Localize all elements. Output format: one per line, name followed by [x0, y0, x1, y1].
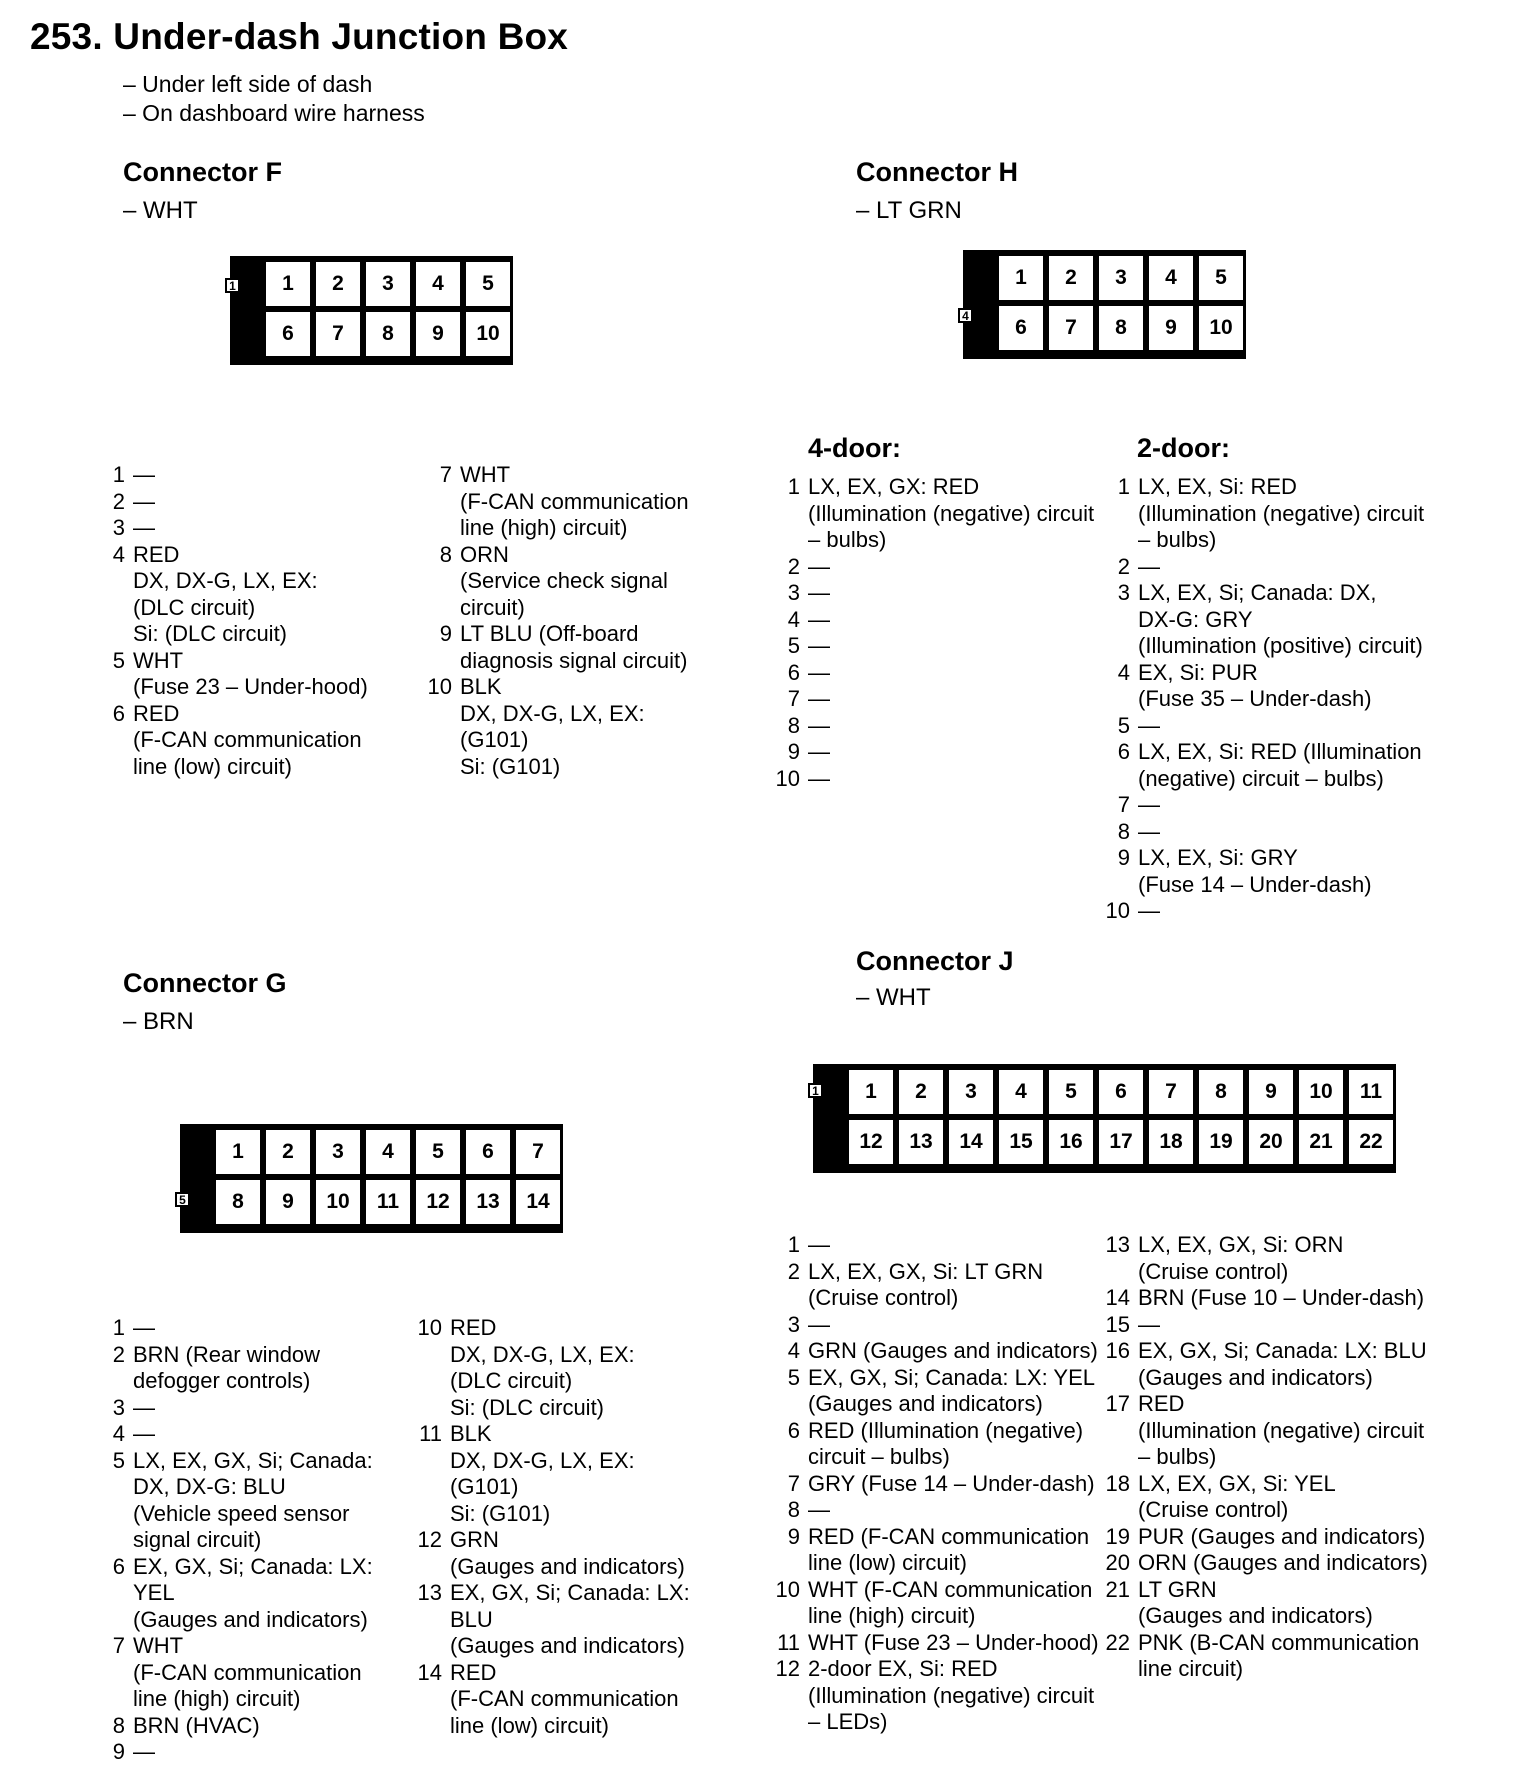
- pin-description: WHT (F-CAN communication line (high) circuit): [133, 1633, 362, 1711]
- connector-j-pin-13: [1100, 1232, 1440, 1285]
- connector-h-cavity-4: 4: [1149, 256, 1193, 300]
- connector-g-cavity-7: 7: [516, 1130, 560, 1174]
- pin-number: 10: [427, 674, 452, 699]
- pin-description: —: [808, 659, 830, 685]
- connector-j-pins-right: [1100, 1232, 1440, 1683]
- connector-j-cavity-9: 9: [1249, 1070, 1293, 1114]
- connector-f-pin-8: [422, 542, 752, 622]
- pin-number: 7: [439, 462, 452, 487]
- connector-g-cavity-4: 4: [366, 1130, 410, 1174]
- pin-description: —: [133, 1739, 155, 1764]
- pin-number: 1: [787, 1232, 800, 1257]
- connector-f-pin-3: [95, 515, 395, 542]
- connector-h-cavity-3: 3: [1099, 256, 1143, 300]
- pin-number: 13: [417, 1580, 442, 1605]
- pin-number: 9: [787, 1523, 800, 1549]
- connector-g-pin-6: [95, 1554, 395, 1634]
- pin-description: LX, EX, GX, Si: LT GRN (Cruise control): [808, 1258, 1044, 1310]
- connector-h-cavity-2: 2: [1049, 256, 1093, 300]
- connector-g-cavity-14: 14: [516, 1180, 560, 1224]
- connector-h-4door-pin-2: [770, 554, 1110, 581]
- connector-f-pin-7: [422, 462, 752, 542]
- connector-h-2door-pin-10: [1100, 898, 1440, 925]
- connector-f-cavity-5: 5: [466, 262, 510, 306]
- connector-j-pin-18: [1100, 1471, 1440, 1524]
- pin-description: BLK DX, DX-G, LX, EX: (G101) Si: (G101): [460, 674, 645, 779]
- connector-g-pin-10: [412, 1315, 752, 1421]
- connector-h-4door-pin-1: [770, 474, 1110, 554]
- connector-h-color: – LT GRN: [856, 197, 962, 224]
- connector-j-pin-5: [770, 1365, 1110, 1418]
- connector-h-2door-pin-8: [1100, 819, 1440, 846]
- connector-j-cavity-19: 19: [1199, 1120, 1243, 1164]
- pin-number: 12: [775, 1656, 800, 1681]
- connector-j-pin-2: [770, 1259, 1110, 1312]
- pin-number: 9: [439, 621, 452, 646]
- pin-description: GRY (Fuse 14 – Under-dash): [808, 1470, 1095, 1496]
- pin-description: EX, Si: PUR (Fuse 35 – Under-dash): [1138, 659, 1372, 711]
- pin-description: LX, EX, Si: RED (Illumination (negative) circuit – bulbs): [1138, 474, 1425, 552]
- connector-g-pin-14: [412, 1660, 752, 1740]
- connector-g-pins-right: [412, 1315, 752, 1739]
- pin-number: 8: [787, 712, 800, 738]
- pin-description: LX, EX, GX, Si; Canada: DX, DX-G: BLU (Vehicle speed sensor signal circuit): [133, 1447, 373, 1552]
- pin-number: 10: [417, 1315, 442, 1340]
- connector-f-pin-5: [95, 648, 395, 701]
- pin-number: 19: [1105, 1523, 1130, 1549]
- pin-number: 6: [112, 700, 125, 726]
- pin-number: 21: [1105, 1576, 1130, 1602]
- pin-description: —: [808, 1311, 830, 1337]
- connector-f-pins-right: [422, 462, 752, 780]
- connector-g-cavity-12: 12: [416, 1180, 460, 1224]
- pin-description: GRN (Gauges and indicators): [808, 1338, 1098, 1363]
- connector-j-cavity-12: 12: [849, 1120, 893, 1164]
- connector-h-2door-pin-2: [1100, 554, 1440, 581]
- connector-h-2door-pin-3: [1100, 580, 1440, 660]
- pin-number: 1: [1117, 474, 1130, 499]
- connector-h-cavity-7: 7: [1049, 306, 1093, 350]
- connector-j-cavity-14: 14: [949, 1120, 993, 1164]
- pin-description: RED (Illumination (negative) circuit – bulbs): [808, 1417, 1084, 1469]
- pin-number: 6: [787, 659, 800, 685]
- pin-description: RED DX, DX-G, LX, EX: (DLC circuit) Si: (DLC circuit): [133, 541, 318, 646]
- connector-h-2door-pin-1: [1100, 474, 1440, 554]
- pin-number: 10: [1105, 898, 1130, 923]
- connector-f-cavity-7: 7: [316, 312, 360, 356]
- pin-number: 1: [112, 462, 125, 487]
- connector-f-pin-4: [95, 542, 395, 648]
- connector-j-cavity-11: 11: [1349, 1070, 1393, 1114]
- connector-h-diagram: [963, 250, 1246, 359]
- connector-j-color: – WHT: [856, 984, 931, 1011]
- pin-description: —: [133, 488, 155, 514]
- pin-number: 2: [112, 488, 125, 514]
- pin-description: LT GRN (Gauges and indicators): [1138, 1576, 1373, 1628]
- connector-h-2door-pin-7: [1100, 792, 1440, 819]
- four-door-heading: 4-door:: [808, 433, 901, 463]
- connector-j-pin-17: [1100, 1391, 1440, 1471]
- pin-number: 7: [787, 686, 800, 711]
- connector-g-pin-12: [412, 1527, 752, 1580]
- connector-h-4door-pin-5: [770, 633, 1110, 660]
- connector-j-cavity-2: 2: [899, 1070, 943, 1114]
- connector-h-cavity-9: 9: [1149, 306, 1193, 350]
- pin-number: 11: [777, 1629, 800, 1655]
- connector-g-pin-7: [95, 1633, 395, 1713]
- pin-number: 2: [112, 1341, 125, 1367]
- pin-description: —: [808, 686, 830, 711]
- pin-description: BLK DX, DX-G, LX, EX: (G101) Si: (G101): [450, 1421, 635, 1526]
- pin-number: 10: [775, 765, 800, 791]
- pin-number: 2: [787, 553, 800, 579]
- pin-description: EX, GX, Si; Canada: LX: BLU (Gauges and indicators): [450, 1580, 690, 1658]
- connector-j-cavity-17: 17: [1099, 1120, 1143, 1164]
- pin-description: —: [1138, 1311, 1160, 1337]
- pin-number: 1: [112, 1315, 125, 1340]
- connector-g-pin-11: [412, 1421, 752, 1527]
- pin-number: 11: [419, 1421, 442, 1446]
- pin-number: 8: [1117, 818, 1130, 844]
- pin-number: 5: [787, 1364, 800, 1390]
- pin-description: WHT (F-CAN communication line (high) circuit): [808, 1576, 1093, 1628]
- pin-number: 7: [1117, 792, 1130, 817]
- connector-h-pins-2door: [1100, 474, 1440, 925]
- connector-g-cavity-10: 10: [316, 1180, 360, 1224]
- pin-number: 8: [439, 541, 452, 567]
- pin-number: 9: [787, 739, 800, 764]
- pin-number: 4: [787, 1338, 800, 1363]
- pin-description: BRN (Rear window defogger controls): [133, 1341, 321, 1393]
- connector-h-4door-pin-4: [770, 607, 1110, 634]
- pin-description: EX, GX, Si; Canada: LX: YEL (Gauges and indicators): [808, 1364, 1095, 1416]
- connector-g-pin-1: [95, 1315, 395, 1342]
- connector-g-pin-2: [95, 1342, 395, 1395]
- connector-j-pin-21: [1100, 1577, 1440, 1630]
- connector-j-pin-4: [770, 1338, 1110, 1365]
- connector-f-cavity-8: 8: [366, 312, 410, 356]
- pin-description: —: [133, 1394, 155, 1420]
- pin-number: 12: [417, 1527, 442, 1552]
- location-line-1: – Under left side of dash: [123, 71, 373, 97]
- pin-number: 15: [1105, 1311, 1130, 1337]
- connector-j-cavity-4: 4: [999, 1070, 1043, 1114]
- connector-j-pins-left: [770, 1232, 1110, 1736]
- connector-j-pin-3: [770, 1312, 1110, 1339]
- pin-description: LX, EX, Si; Canada: DX, DX-G: GRY (Illumination (positive) circuit): [1138, 580, 1423, 658]
- connector-f-pin-6: [95, 701, 395, 781]
- pin-number: 6: [1117, 739, 1130, 764]
- pin-number: 1: [787, 474, 800, 499]
- connector-g-pin-8: [95, 1713, 395, 1740]
- connector-j-pin-11: [770, 1630, 1110, 1657]
- connector-h-cavity-1: 1: [999, 256, 1043, 300]
- connector-h-2door-pin-9: [1100, 845, 1440, 898]
- connector-f-cavity-2: 2: [316, 262, 360, 306]
- pin-description: —: [808, 765, 830, 791]
- connector-h-4door-pin-7: [770, 686, 1110, 713]
- pin-description: RED (F-CAN communication line (low) circuit): [808, 1523, 1090, 1575]
- pin-description: —: [1138, 818, 1160, 844]
- pin-description: —: [1138, 898, 1160, 923]
- connector-j-cavity-7: 7: [1149, 1070, 1193, 1114]
- connector-j-pin-12: [770, 1656, 1110, 1736]
- pin-number: 5: [112, 1447, 125, 1473]
- pin-number: 14: [417, 1659, 442, 1685]
- connector-h-cavity-10: 10: [1199, 306, 1243, 350]
- pin-description: —: [808, 606, 830, 632]
- pin-description: —: [808, 633, 830, 658]
- connector-h-4door-pin-3: [770, 580, 1110, 607]
- location-line-2: – On dashboard wire harness: [123, 100, 425, 126]
- connector-j-pin-8: [770, 1497, 1110, 1524]
- connector-h-pins-4door: [770, 474, 1110, 792]
- connector-g-cavity-9: 9: [266, 1180, 310, 1224]
- connector-f-pin-9: [422, 621, 752, 674]
- connector-h-cavity-6: 6: [999, 306, 1043, 350]
- connector-j-cavity-1: 1: [849, 1070, 893, 1114]
- connector-g-cavity-1: 1: [216, 1130, 260, 1174]
- connector-g-cavity-5: 5: [416, 1130, 460, 1174]
- pin-description: RED (F-CAN communication line (low) circuit): [450, 1659, 679, 1738]
- pin-number: 5: [787, 633, 800, 658]
- connector-j-pin-7: [770, 1471, 1110, 1498]
- connector-f-title: Connector F: [123, 157, 282, 187]
- connector-j-title: Connector J: [856, 946, 1014, 976]
- connector-f-pin-2: [95, 489, 395, 516]
- pin-description: —: [808, 580, 830, 605]
- pin-number: 13: [1105, 1232, 1130, 1257]
- connector-g-key-icon: 5: [175, 1192, 190, 1207]
- two-door-heading: 2-door:: [1137, 433, 1230, 463]
- pin-number: 4: [112, 541, 125, 567]
- pin-number: 2: [1117, 553, 1130, 579]
- pin-number: 20: [1105, 1550, 1130, 1575]
- connector-g-cavity-8: 8: [216, 1180, 260, 1224]
- connector-f-cavity-9: 9: [416, 312, 460, 356]
- pin-number: 9: [112, 1739, 125, 1764]
- connector-j-cavity-21: 21: [1299, 1120, 1343, 1164]
- pin-number: 3: [112, 515, 125, 540]
- connector-j-pin-10: [770, 1577, 1110, 1630]
- pin-description: ORN (Gauges and indicators): [1138, 1550, 1428, 1575]
- pin-number: 4: [1117, 659, 1130, 685]
- pin-description: —: [133, 462, 155, 487]
- pin-description: —: [133, 1421, 155, 1446]
- connector-j-cavity-10: 10: [1299, 1070, 1343, 1114]
- pin-description: —: [1138, 792, 1160, 817]
- connector-f-pins-left: [95, 462, 395, 780]
- connector-g-pin-4: [95, 1421, 395, 1448]
- connector-f-pin-10: [422, 674, 752, 780]
- pin-description: —: [133, 1315, 155, 1340]
- connector-j-pin-19: [1100, 1524, 1440, 1551]
- pin-description: EX, GX, Si; Canada: LX: BLU (Gauges and indicators): [1138, 1338, 1427, 1390]
- pin-number: 3: [1117, 580, 1130, 605]
- connector-j-cavity-16: 16: [1049, 1120, 1093, 1164]
- pin-description: PUR (Gauges and indicators): [1138, 1523, 1426, 1549]
- pin-number: 3: [787, 580, 800, 605]
- connector-j-pin-22: [1100, 1630, 1440, 1683]
- pin-description: —: [808, 739, 830, 764]
- pin-number: 22: [1105, 1629, 1130, 1655]
- pin-description: LX, EX, Si: RED (Illumination (negative) circuit – bulbs): [1138, 739, 1422, 791]
- connector-j-key-icon: 1: [808, 1083, 823, 1098]
- connector-h-cavity-8: 8: [1099, 306, 1143, 350]
- pin-description: —: [808, 712, 830, 738]
- pin-number: 8: [112, 1712, 125, 1738]
- connector-j-cavity-13: 13: [899, 1120, 943, 1164]
- connector-g-pins-left: [95, 1315, 395, 1766]
- pin-number: 3: [787, 1311, 800, 1337]
- pin-number: 18: [1105, 1470, 1130, 1496]
- pin-number: 8: [787, 1497, 800, 1522]
- connector-j-cavity-20: 20: [1249, 1120, 1293, 1164]
- connector-g-cavity-6: 6: [466, 1130, 510, 1174]
- connector-j-pin-16: [1100, 1338, 1440, 1391]
- connector-g-cavity-13: 13: [466, 1180, 510, 1224]
- connector-j-cavity-6: 6: [1099, 1070, 1143, 1114]
- connector-h-2door-pin-6: [1100, 739, 1440, 792]
- connector-g-title: Connector G: [123, 968, 287, 998]
- connector-j-diagram: [813, 1064, 1396, 1173]
- connector-h-2door-pin-5: [1100, 713, 1440, 740]
- connector-j-cavity-22: 22: [1349, 1120, 1393, 1164]
- pin-number: 9: [1117, 845, 1130, 870]
- pin-description: EX, GX, Si; Canada: LX: YEL (Gauges and indicators): [133, 1553, 373, 1632]
- connector-g-pin-13: [412, 1580, 752, 1660]
- pin-number: 6: [112, 1553, 125, 1579]
- connector-h-4door-pin-8: [770, 713, 1110, 740]
- pin-description: —: [808, 1232, 830, 1257]
- connector-g-pin-3: [95, 1395, 395, 1422]
- pin-number: 5: [1117, 712, 1130, 738]
- connector-h-cavity-5: 5: [1199, 256, 1243, 300]
- pin-description: LX, EX, GX: RED (Illumination (negative) circuit – bulbs): [808, 474, 1095, 552]
- connector-h-2door-pin-4: [1100, 660, 1440, 713]
- pin-description: BRN (Fuse 10 – Under-dash): [1138, 1285, 1425, 1310]
- connector-f-diagram: [230, 256, 513, 365]
- connector-g-cavity-3: 3: [316, 1130, 360, 1174]
- connector-f-color: – WHT: [123, 197, 198, 224]
- pin-number: 4: [787, 606, 800, 632]
- connector-f-pin-1: [95, 462, 395, 489]
- pin-description: RED DX, DX-G, LX, EX: (DLC circuit) Si: (DLC circuit): [450, 1315, 635, 1420]
- connector-j-pin-6: [770, 1418, 1110, 1471]
- pin-description: BRN (HVAC): [133, 1712, 260, 1738]
- connector-j-pin-14: [1100, 1285, 1440, 1312]
- connector-f-cavity-6: 6: [266, 312, 310, 356]
- connector-f-cavity-3: 3: [366, 262, 410, 306]
- connector-g-diagram: [180, 1124, 563, 1233]
- connector-j-cavity-5: 5: [1049, 1070, 1093, 1114]
- pin-description: WHT (Fuse 23 – Under-hood): [133, 647, 368, 699]
- pin-number: 4: [112, 1421, 125, 1446]
- pin-description: RED (Illumination (negative) circuit – bulbs): [1138, 1391, 1425, 1469]
- connector-j-cavity-3: 3: [949, 1070, 993, 1114]
- connector-j-pin-20: [1100, 1550, 1440, 1577]
- connector-h-4door-pin-6: [770, 660, 1110, 687]
- connector-h-title: Connector H: [856, 157, 1018, 187]
- pin-description: —: [133, 515, 155, 540]
- connector-g-cavity-11: 11: [366, 1180, 410, 1224]
- pin-number: 17: [1105, 1391, 1130, 1416]
- pin-description: LX, EX, GX, Si: YEL (Cruise control): [1138, 1470, 1336, 1522]
- pin-number: 7: [787, 1470, 800, 1496]
- connector-f-cavity-4: 4: [416, 262, 460, 306]
- connector-g-color: – BRN: [123, 1008, 194, 1035]
- connector-h-4door-pin-10: [770, 766, 1110, 793]
- pin-description: —: [808, 1497, 830, 1522]
- pin-number: 16: [1105, 1338, 1130, 1363]
- pin-description: 2-door EX, Si: RED (Illumination (negative) circuit – LEDs): [808, 1656, 1095, 1734]
- pin-number: 2: [787, 1258, 800, 1284]
- pin-number: 10: [775, 1576, 800, 1602]
- connector-h-4door-pin-9: [770, 739, 1110, 766]
- connector-f-key-icon: 1: [225, 278, 240, 293]
- pin-number: 7: [112, 1633, 125, 1658]
- pin-description: LX, EX, GX, Si: ORN (Cruise control): [1138, 1232, 1344, 1284]
- connector-f-cavity-1: 1: [266, 262, 310, 306]
- pin-description: —: [808, 553, 830, 579]
- pin-number: 14: [1105, 1285, 1130, 1310]
- connector-j-pin-9: [770, 1524, 1110, 1577]
- pin-number: 5: [112, 647, 125, 673]
- pin-number: 6: [787, 1417, 800, 1443]
- page-title: 253. Under-dash Junction Box: [30, 16, 569, 57]
- connector-g-pin-5: [95, 1448, 395, 1554]
- pin-description: —: [1138, 712, 1160, 738]
- pin-description: LX, EX, Si: GRY (Fuse 14 – Under-dash): [1138, 845, 1372, 897]
- connector-g-cavity-2: 2: [266, 1130, 310, 1174]
- connector-j-cavity-15: 15: [999, 1120, 1043, 1164]
- pin-description: PNK (B-CAN communication line circuit): [1138, 1629, 1420, 1681]
- pin-description: RED (F-CAN communication line (low) circuit): [133, 700, 362, 779]
- pin-description: GRN (Gauges and indicators): [450, 1527, 685, 1579]
- connector-h-key-icon: 4: [958, 308, 973, 323]
- connector-j-pin-1: [770, 1232, 1110, 1259]
- pin-description: WHT (Fuse 23 – Under-hood): [808, 1629, 1099, 1655]
- pin-description: WHT (F-CAN communication line (high) circuit): [460, 462, 689, 540]
- pin-description: —: [1138, 553, 1160, 579]
- connector-g-pin-9: [95, 1739, 395, 1766]
- pin-description: LT BLU (Off-board diagnosis signal circuit): [460, 621, 688, 673]
- pin-number: 3: [112, 1394, 125, 1420]
- pin-description: ORN (Service check signal circuit): [460, 541, 668, 620]
- connector-j-pin-15: [1100, 1312, 1440, 1339]
- connector-j-cavity-8: 8: [1199, 1070, 1243, 1114]
- connector-j-cavity-18: 18: [1149, 1120, 1193, 1164]
- connector-f-cavity-10: 10: [466, 312, 510, 356]
